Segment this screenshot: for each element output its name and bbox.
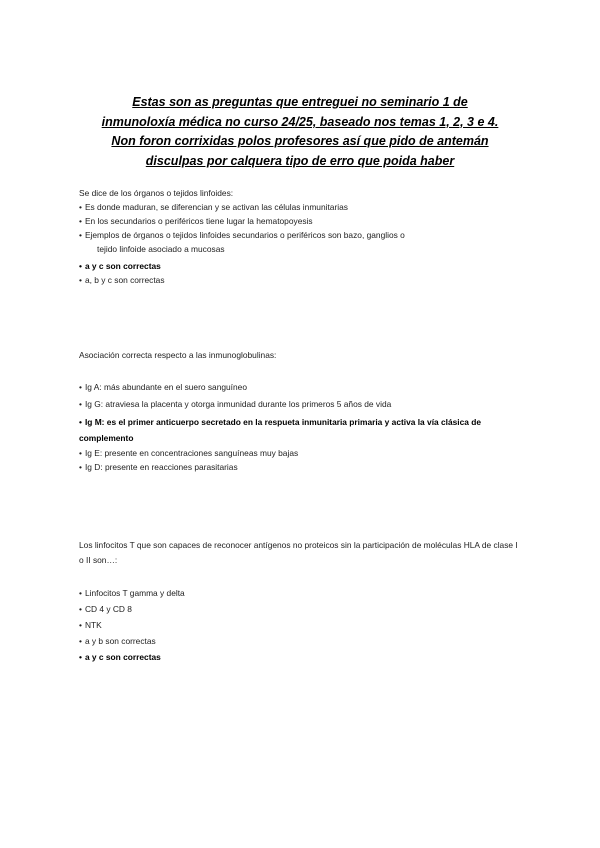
question-1-option-d: • a y c son correctas [79, 261, 161, 271]
question-1-option-c: • Ejemplos de órganos o tejidos linfoides secundarios o periféricos son bazo, ganglios o [79, 230, 405, 240]
document-title: Estas son as preguntas que entreguei no seminario 1 de inmunoloxía médica no curso 24/25, baseado nos temas 1, 2, 3 e 4. Non foron corrixidas polos profesores así que pido de antemán disculpas por calquera tipo de erro que poida haber [101, 95, 499, 168]
question-3-text: Los linfocitos T que son capaces de reconocer antígenos no proteicos sin la participación de moléculas HLA de clase I o II son…: [79, 540, 518, 565]
question-2-option-c: • Ig M: es el primer anticuerpo secretado en la respueta inmunitaria primaria y activa la vía clásica de complemento [79, 417, 482, 443]
question-1-option-c-continued: tejido linfoide asociado a mucosas [97, 244, 225, 254]
question-1-option-b: • En los secundarios o periféricos tiene lugar la hematopoyesis [79, 216, 313, 226]
question-2-option-d: • Ig E: presente en concentraciones sanguíneas muy bajas [79, 448, 299, 458]
question-2-option-a: • Ig A: más abundante en el suero sanguíneo [79, 382, 247, 392]
question-3-option-e: • a y c son correctas [79, 652, 161, 662]
question-2-text: Asociación correcta respecto a las inmunoglobulinas: [79, 350, 277, 360]
question-3-option-a: • Linfocitos T gamma y delta [79, 588, 185, 598]
question-3-option-c: • NTK [79, 620, 102, 630]
question-3-option-d: • a y b son correctas [79, 636, 156, 646]
question-1 [79, 186, 519, 287]
question-2-option-e: • Ig D: presente en reacciones parasitarias [79, 462, 238, 472]
question-1-option-e: • a, b y c son correctas [79, 275, 165, 285]
question-3-option-b: • CD 4 y CD 8 [79, 604, 132, 614]
question-1-option-a: • Es donde maduran, se diferencian y se activan las células inmunitarias [79, 202, 348, 212]
question-1-text: Se dice de los órganos o tejidos linfoides: [79, 188, 234, 198]
question-2-option-b: • Ig G: atraviesa la placenta y otorga inmunidad durante los primeros 5 años de vida [79, 399, 392, 409]
question-3 [79, 538, 519, 665]
question-2 [79, 348, 519, 474]
